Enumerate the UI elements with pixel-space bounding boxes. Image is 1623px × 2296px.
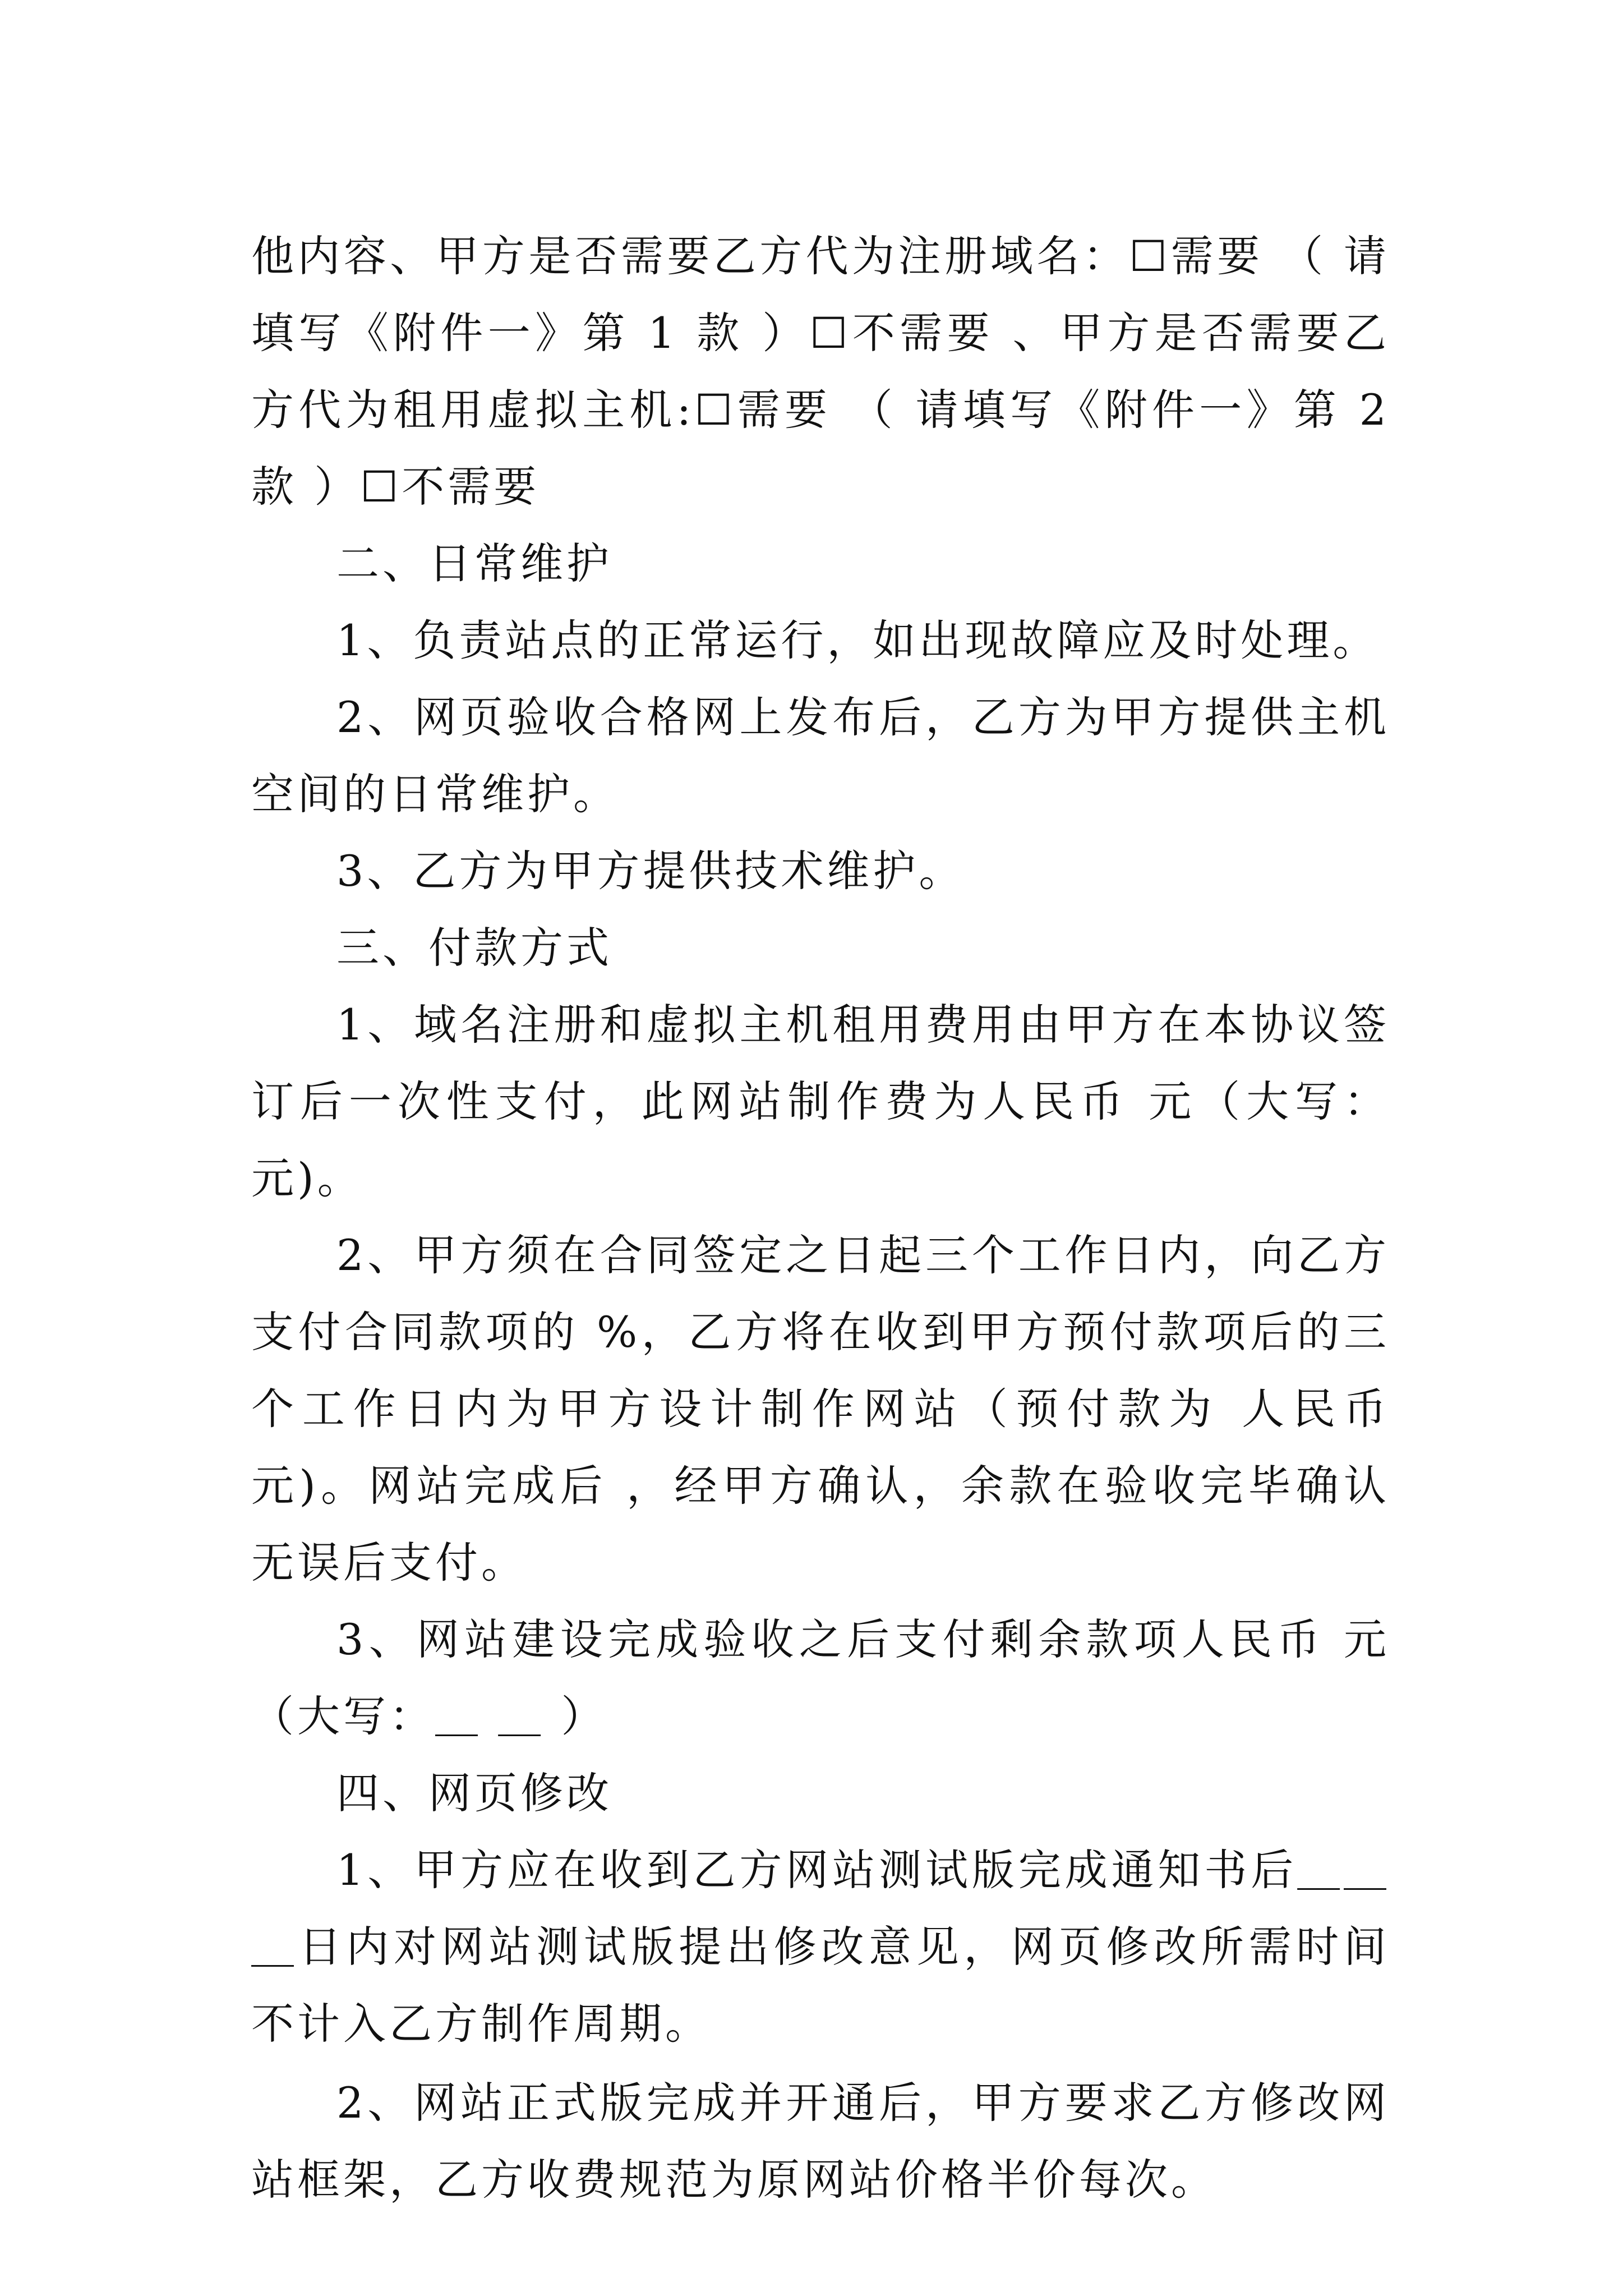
document-body: [251, 218, 1390, 2218]
payment-item-2: 2、甲方须在合同签定之日起三个工作日内，向乙方支付合同款项的 %，乙方将在收到甲方预付款项后的三个工作日内为甲方设计制作网站（预付款为 人民币 元)。网站完成后 ，经甲方确认，余款在验收完毕确认无误后支付。: [251, 1230, 1390, 1588]
payment-item-1: 1、域名注册和虚拟主机租用费用由甲方在本协议签订后一次性支付，此网站制作费为人民币 元（大写：元)。: [251, 1000, 1390, 1203]
maintenance-item-2: 2、网页验收合格网上发布后，乙方为甲方提供主机空间的日常维护。: [251, 692, 1390, 819]
modification-item-2: 2、网站正式版完成并开通后，甲方要求乙方修改网站框架，乙方收费规范为原网站价格半价每次。: [251, 2078, 1390, 2205]
maintenance-item-1: 1、负责站点的正常运行，如出现故障应及时处理。: [336, 615, 1379, 665]
modification-item-1: 1、甲方应在收到乙方网站测试版完成通知书后＿＿＿日内对网站测试版提出修改意见，网页修改所需时间不计入乙方制作周期。: [251, 1845, 1390, 2049]
section-heading-daily-maintenance: 二、日常维护: [336, 539, 612, 588]
payment-item-3: 3、网站建设完成验收之后支付剩余款项人民币 元（大写：＿ ＿ ）: [251, 1614, 1390, 1741]
intro-paragraph: 他内容、甲方是否需要乙方代为注册域名：☐需要 （ 请填写《附件一》第 1 款 ）☐不需要 、甲方是否需要乙方代为租用虚拟主机:☐需要 （ 请填写《附件一》第 2 款 ）☐不需要: [251, 231, 1390, 512]
maintenance-item-3: 3、乙方为甲方提供技术维护。: [336, 846, 965, 896]
section-heading-page-modification: 四、网页修改: [336, 1768, 612, 1818]
section-heading-payment-method: 三、付款方式: [336, 923, 612, 973]
